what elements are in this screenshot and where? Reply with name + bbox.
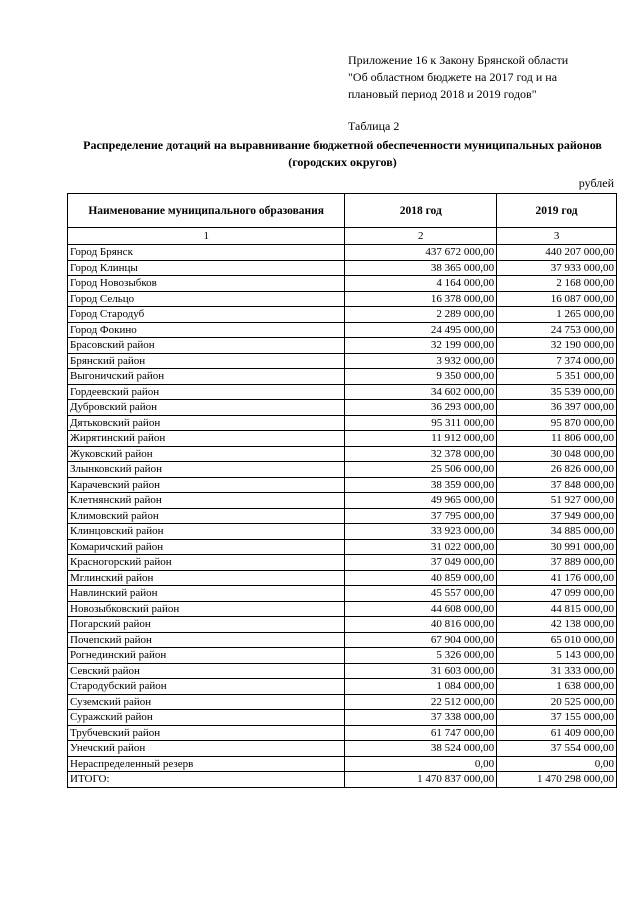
row-value-2019: 42 138 000,00	[497, 617, 617, 633]
row-value-2018: 9 350 000,00	[345, 369, 497, 385]
row-name: Город Фокино	[68, 322, 345, 338]
row-value-2018: 37 049 000,00	[345, 555, 497, 571]
row-value-2019: 7 374 000,00	[497, 353, 617, 369]
row-value-2019: 16 087 000,00	[497, 291, 617, 307]
row-name: Город Сельцо	[68, 291, 345, 307]
row-value-2019: 11 806 000,00	[497, 431, 617, 447]
row-value-2019: 37 889 000,00	[497, 555, 617, 571]
row-name: Суземский район	[68, 694, 345, 710]
row-value-2018: 40 816 000,00	[345, 617, 497, 633]
row-value-2018: 44 608 000,00	[345, 601, 497, 617]
row-value-2019: 30 048 000,00	[497, 446, 617, 462]
row-name: Суражский район	[68, 710, 345, 726]
header-name: Наименование муниципального образования	[68, 194, 345, 228]
row-value-2018: 38 359 000,00	[345, 477, 497, 493]
table-row	[68, 245, 617, 261]
row-value-2018: 37 795 000,00	[345, 508, 497, 524]
table-row	[68, 415, 617, 431]
row-value-2019: 47 099 000,00	[497, 586, 617, 602]
row-value-2018: 61 747 000,00	[345, 725, 497, 741]
table-row	[68, 539, 617, 555]
table-row	[68, 477, 617, 493]
row-name: ИТОГО:	[68, 772, 345, 788]
row-value-2019: 2 168 000,00	[497, 276, 617, 292]
row-value-2018: 3 932 000,00	[345, 353, 497, 369]
table-row	[68, 322, 617, 338]
table-row	[68, 260, 617, 276]
row-value-2018: 37 338 000,00	[345, 710, 497, 726]
row-value-2018: 4 164 000,00	[345, 276, 497, 292]
row-value-2018: 38 524 000,00	[345, 741, 497, 757]
row-value-2019: 31 333 000,00	[497, 663, 617, 679]
row-name: Брасовский район	[68, 338, 345, 354]
row-value-2019: 37 933 000,00	[497, 260, 617, 276]
row-value-2018: 34 602 000,00	[345, 384, 497, 400]
table-row	[68, 741, 617, 757]
row-name: Трубчевский район	[68, 725, 345, 741]
table-row	[68, 446, 617, 462]
row-value-2019: 1 638 000,00	[497, 679, 617, 695]
row-value-2018: 22 512 000,00	[345, 694, 497, 710]
row-value-2018: 5 326 000,00	[345, 648, 497, 664]
row-value-2019: 37 554 000,00	[497, 741, 617, 757]
row-value-2019: 34 885 000,00	[497, 524, 617, 540]
row-name: Выгоничский район	[68, 369, 345, 385]
row-name: Климовский район	[68, 508, 345, 524]
row-value-2018: 38 365 000,00	[345, 260, 497, 276]
row-value-2019: 24 753 000,00	[497, 322, 617, 338]
table-row	[68, 617, 617, 633]
column-number-1: 1	[68, 228, 345, 245]
table-row	[68, 338, 617, 354]
row-value-2019: 61 409 000,00	[497, 725, 617, 741]
column-number-2: 2	[345, 228, 497, 245]
header-2018: 2018 год	[345, 194, 497, 228]
row-value-2018: 0,00	[345, 756, 497, 772]
row-name: Брянский район	[68, 353, 345, 369]
row-name: Дубровский район	[68, 400, 345, 416]
row-value-2019: 0,00	[497, 756, 617, 772]
row-name: Стародубский район	[68, 679, 345, 695]
table-row	[68, 353, 617, 369]
appendix-line-2: "Об областном бюджете на 2017 год и на	[348, 70, 558, 84]
row-value-2019: 5 143 000,00	[497, 648, 617, 664]
appendix-line-1: Приложение 16 к Закону Брянской области	[348, 53, 569, 67]
row-name: Жирятинский район	[68, 431, 345, 447]
row-value-2018: 33 923 000,00	[345, 524, 497, 540]
row-name: Город Новозыбков	[68, 276, 345, 292]
row-value-2018: 49 965 000,00	[345, 493, 497, 509]
row-value-2019: 1 265 000,00	[497, 307, 617, 323]
row-value-2019: 65 010 000,00	[497, 632, 617, 648]
column-number-3: 3	[497, 228, 617, 245]
row-value-2018: 25 506 000,00	[345, 462, 497, 478]
row-name: Дятьковский район	[68, 415, 345, 431]
appendix-line-3: плановый период 2018 и 2019 годов"	[348, 87, 537, 101]
table-row	[68, 756, 617, 772]
table-row	[68, 524, 617, 540]
table-row	[68, 276, 617, 292]
table-row	[68, 601, 617, 617]
row-name: Унечский район	[68, 741, 345, 757]
row-name: Нераспределенный резерв	[68, 756, 345, 772]
table-row	[68, 291, 617, 307]
table-row	[68, 369, 617, 385]
row-value-2018: 31 022 000,00	[345, 539, 497, 555]
row-value-2018: 40 859 000,00	[345, 570, 497, 586]
row-value-2018: 11 912 000,00	[345, 431, 497, 447]
row-value-2019: 37 848 000,00	[497, 477, 617, 493]
row-value-2018: 16 378 000,00	[345, 291, 497, 307]
row-value-2019: 95 870 000,00	[497, 415, 617, 431]
table-row	[68, 725, 617, 741]
row-value-2018: 437 672 000,00	[345, 245, 497, 261]
row-value-2019: 37 949 000,00	[497, 508, 617, 524]
row-value-2019: 32 190 000,00	[497, 338, 617, 354]
row-value-2018: 67 904 000,00	[345, 632, 497, 648]
row-name: Клетнянский район	[68, 493, 345, 509]
row-value-2018: 2 289 000,00	[345, 307, 497, 323]
table-row	[68, 307, 617, 323]
table-row	[68, 431, 617, 447]
table-body	[68, 245, 617, 788]
units-label: рублей	[578, 176, 614, 190]
row-name: Жуковский район	[68, 446, 345, 462]
row-value-2018: 1 470 837 000,00	[345, 772, 497, 788]
table-row	[68, 632, 617, 648]
row-value-2019: 5 351 000,00	[497, 369, 617, 385]
row-name: Город Стародуб	[68, 307, 345, 323]
appendix-reference	[348, 52, 568, 103]
row-value-2019: 440 207 000,00	[497, 245, 617, 261]
row-name: Карачевский район	[68, 477, 345, 493]
row-value-2019: 37 155 000,00	[497, 710, 617, 726]
row-name: Навлинский район	[68, 586, 345, 602]
table-row	[68, 648, 617, 664]
row-value-2019: 20 525 000,00	[497, 694, 617, 710]
row-name: Погарский район	[68, 617, 345, 633]
table-header	[68, 194, 617, 245]
row-value-2018: 36 293 000,00	[345, 400, 497, 416]
table-row	[68, 710, 617, 726]
row-value-2019: 1 470 298 000,00	[497, 772, 617, 788]
table-row	[68, 400, 617, 416]
document-title: Распределение дотаций на выравнивание бюджетной обеспеченности муниципальных районов (городских округов)	[83, 138, 602, 169]
table-row	[68, 586, 617, 602]
table-row	[68, 555, 617, 571]
table-row	[68, 493, 617, 509]
table-row	[68, 508, 617, 524]
header-2019: 2019 год	[497, 194, 617, 228]
row-value-2019: 41 176 000,00	[497, 570, 617, 586]
row-name: Комаричский район	[68, 539, 345, 555]
row-name: Севский район	[68, 663, 345, 679]
row-value-2018: 31 603 000,00	[345, 663, 497, 679]
table-row	[68, 663, 617, 679]
row-name: Город Клинцы	[68, 260, 345, 276]
table-row	[68, 679, 617, 695]
table-row	[68, 384, 617, 400]
row-name: Рогнединский район	[68, 648, 345, 664]
row-name: Город Брянск	[68, 245, 345, 261]
row-value-2019: 36 397 000,00	[497, 400, 617, 416]
row-value-2019: 44 815 000,00	[497, 601, 617, 617]
row-name: Злынковский район	[68, 462, 345, 478]
row-name: Красногорский район	[68, 555, 345, 571]
row-value-2018: 24 495 000,00	[345, 322, 497, 338]
table-row	[68, 570, 617, 586]
table-number: Таблица 2	[348, 119, 400, 133]
row-value-2018: 45 557 000,00	[345, 586, 497, 602]
row-name: Мглинский район	[68, 570, 345, 586]
table-row	[68, 694, 617, 710]
row-value-2019: 51 927 000,00	[497, 493, 617, 509]
row-value-2019: 26 826 000,00	[497, 462, 617, 478]
row-value-2019: 30 991 000,00	[497, 539, 617, 555]
subsidy-table	[67, 193, 617, 788]
row-name: Почепский район	[68, 632, 345, 648]
row-value-2019: 35 539 000,00	[497, 384, 617, 400]
row-value-2018: 32 378 000,00	[345, 446, 497, 462]
row-value-2018: 32 199 000,00	[345, 338, 497, 354]
table-row	[68, 462, 617, 478]
row-value-2018: 95 311 000,00	[345, 415, 497, 431]
row-name: Гордеевский район	[68, 384, 345, 400]
row-name: Новозыбковский район	[68, 601, 345, 617]
table-row	[68, 772, 617, 788]
row-name: Клинцовский район	[68, 524, 345, 540]
row-value-2018: 1 084 000,00	[345, 679, 497, 695]
